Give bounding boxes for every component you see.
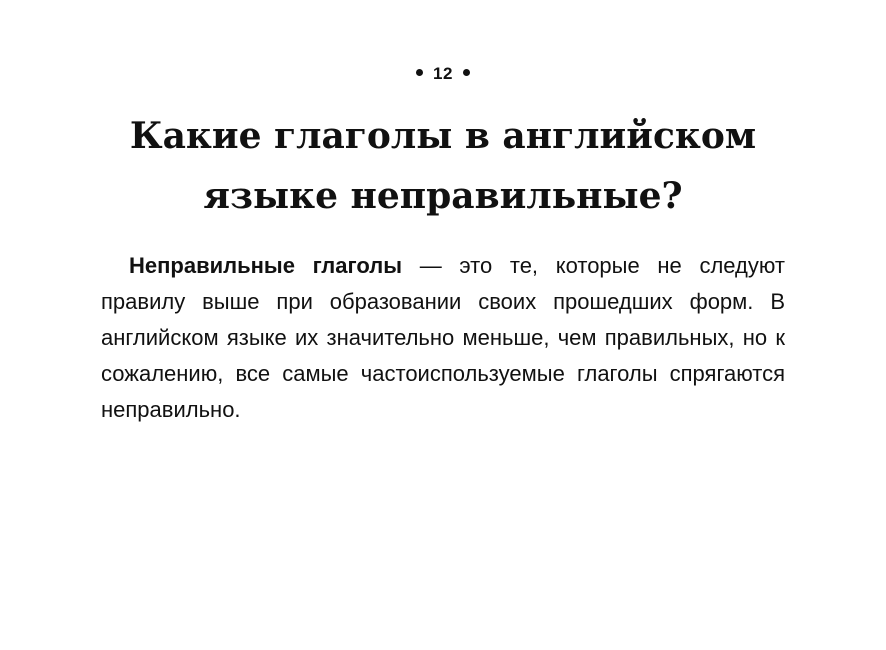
definition-text: — это те, которые не следуют правилу выше при образовании своих прошедших форм. В английском языке их значительно меньше, чем правильных, но к сожалению, все самые частоиспользуемые глаголы спрягаются неправильно. xyxy=(101,253,785,422)
page-number-value: 12 xyxy=(433,64,453,83)
chapter-title-line-2: языке неправильные? xyxy=(203,175,683,217)
bullet-right-icon xyxy=(463,69,470,76)
defined-term: Неправильные глаголы xyxy=(129,253,402,278)
chapter-title-line-1: Какие глаголы в английском xyxy=(129,115,757,157)
bullet-left-icon xyxy=(416,69,423,76)
body-paragraph xyxy=(101,248,785,428)
chapter-title xyxy=(60,106,826,226)
page-number xyxy=(0,64,886,84)
